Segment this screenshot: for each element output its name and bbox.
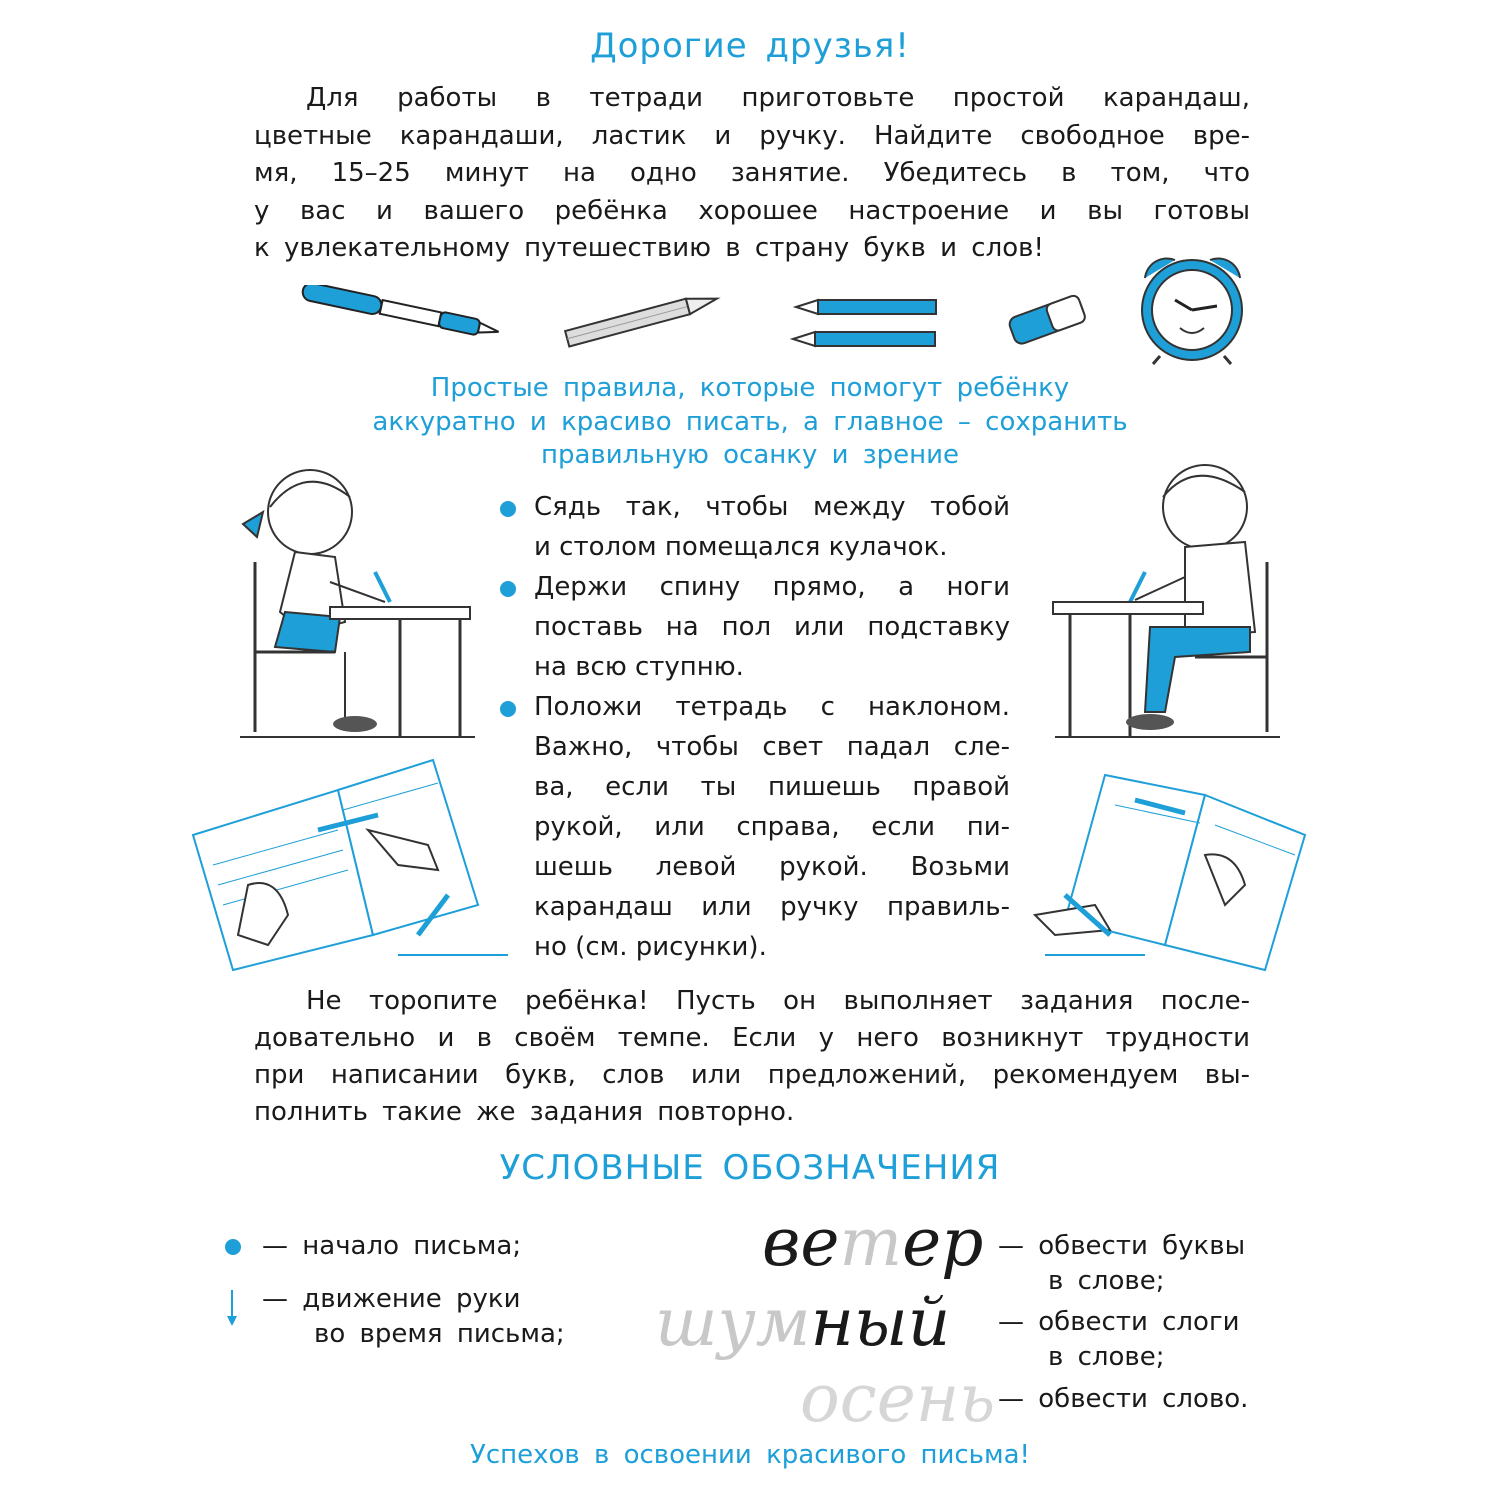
rule-line: на всю ступню. — [534, 652, 744, 682]
intro-line: цветные карандаши, ластик и ручку. Найдите свободное вре- — [254, 120, 1250, 151]
script-word-veter — [762, 1204, 984, 1281]
legend-syll-text-2: в слове; — [1048, 1342, 1165, 1372]
script-word-osen: осень — [800, 1360, 996, 1437]
hand-movement-arrow-icon — [224, 1288, 240, 1328]
intro-line: к увлекательному путешествию в страну букв и слов! — [254, 233, 1044, 263]
legend-word-text: — обвести слово. — [998, 1384, 1249, 1414]
rule-line: ва, если ты пишешь правой — [534, 772, 1010, 802]
rules-heading-line: аккуратно и красиво писать, а главное – сохранить — [372, 406, 1128, 437]
footer-wish: Успехов в освоении красивого письма! — [470, 1440, 1030, 1470]
rule-line: карандаш или ручку правиль- — [534, 892, 1010, 922]
rules-list — [498, 487, 1010, 967]
boy-at-desk-illustration — [1045, 452, 1285, 752]
page-title: Дорогие друзья! — [590, 26, 910, 66]
rule-line: рукой, или справа, если пи- — [534, 812, 1010, 842]
legend-move-text-1: — движение руки — [262, 1284, 521, 1314]
outro-line: полнить такие же задания повторно. — [254, 1097, 795, 1127]
bullet-dot-icon — [500, 581, 516, 597]
rule-line: Держи спину прямо, а ноги — [534, 572, 1010, 602]
pencil-illustration — [560, 290, 730, 350]
rule-line: Сядь так, чтобы между тобой — [534, 492, 1010, 522]
outro-line: при написании букв, слов или предложений, рекомендуем вы- — [254, 1060, 1250, 1090]
legend-move-text-2: во время письма; — [314, 1319, 565, 1349]
legend-title: УСЛОВНЫЕ ОБОЗНАЧЕНИЯ — [499, 1148, 1001, 1188]
rule-item — [498, 487, 1010, 567]
eraser-illustration — [1002, 290, 1092, 350]
rule-item — [498, 687, 1010, 967]
outro-paragraph — [254, 983, 1250, 1131]
rules-heading-line: правильную осанку и зрение — [540, 440, 959, 470]
girl-at-desk-illustration — [235, 452, 480, 752]
start-dot-icon — [225, 1239, 241, 1255]
outro-line: довательно и в своём темпе. Если у него возникнут трудности — [254, 1023, 1250, 1053]
script-dark-part: ный — [810, 1284, 951, 1361]
bullet-dot-icon — [500, 501, 516, 517]
script-light-part: т — [839, 1204, 903, 1281]
rule-item — [498, 567, 1010, 687]
script-light-part: шум — [655, 1284, 811, 1361]
legend-syll-text-1: — обвести слоги — [998, 1307, 1240, 1337]
script-word-shumny — [655, 1284, 951, 1361]
intro-paragraph — [254, 80, 1250, 268]
rule-line: поставь на пол или подставку — [534, 612, 1010, 642]
intro-line: у вас и вашего ребёнка хорошее настроение и вы готовы — [254, 195, 1250, 226]
script-dark-part: ер — [902, 1204, 984, 1281]
legend-letters-text-1: — обвести буквы — [998, 1231, 1246, 1261]
rules-heading-line: Простые правила, которые помогут ребёнку — [430, 373, 1070, 403]
intro-line: мя, 15–25 минут на одно занятие. Убедитесь в том, что — [254, 158, 1250, 188]
legend-start-text: — начало письма; — [262, 1231, 522, 1261]
color-pencils-illustration — [788, 292, 948, 357]
pen-illustration — [295, 285, 515, 345]
notebook-left-hand-illustration — [1025, 755, 1310, 975]
rule-line: шешь левой рукой. Возьми — [534, 852, 1010, 882]
rule-line: Важно, чтобы свет падал сле- — [534, 732, 1010, 762]
bullet-dot-icon — [500, 701, 516, 717]
alarm-clock-illustration — [1125, 248, 1260, 366]
rule-line: и столом помещался кулачок. — [534, 532, 948, 562]
intro-line: Для работы в тетради приготовьте простой карандаш, — [306, 83, 1250, 113]
script-dark-part: ве — [762, 1204, 840, 1281]
rule-line: Положи тетрадь с наклоном. — [534, 692, 1010, 722]
legend-letters-text-2: в слове; — [1048, 1266, 1165, 1296]
notebook-right-hand-illustration — [188, 755, 508, 975]
outro-line: Не торопите ребёнка! Пусть он выполняет задания после- — [306, 986, 1250, 1016]
rule-line: но (см. рисунки). — [534, 932, 767, 962]
